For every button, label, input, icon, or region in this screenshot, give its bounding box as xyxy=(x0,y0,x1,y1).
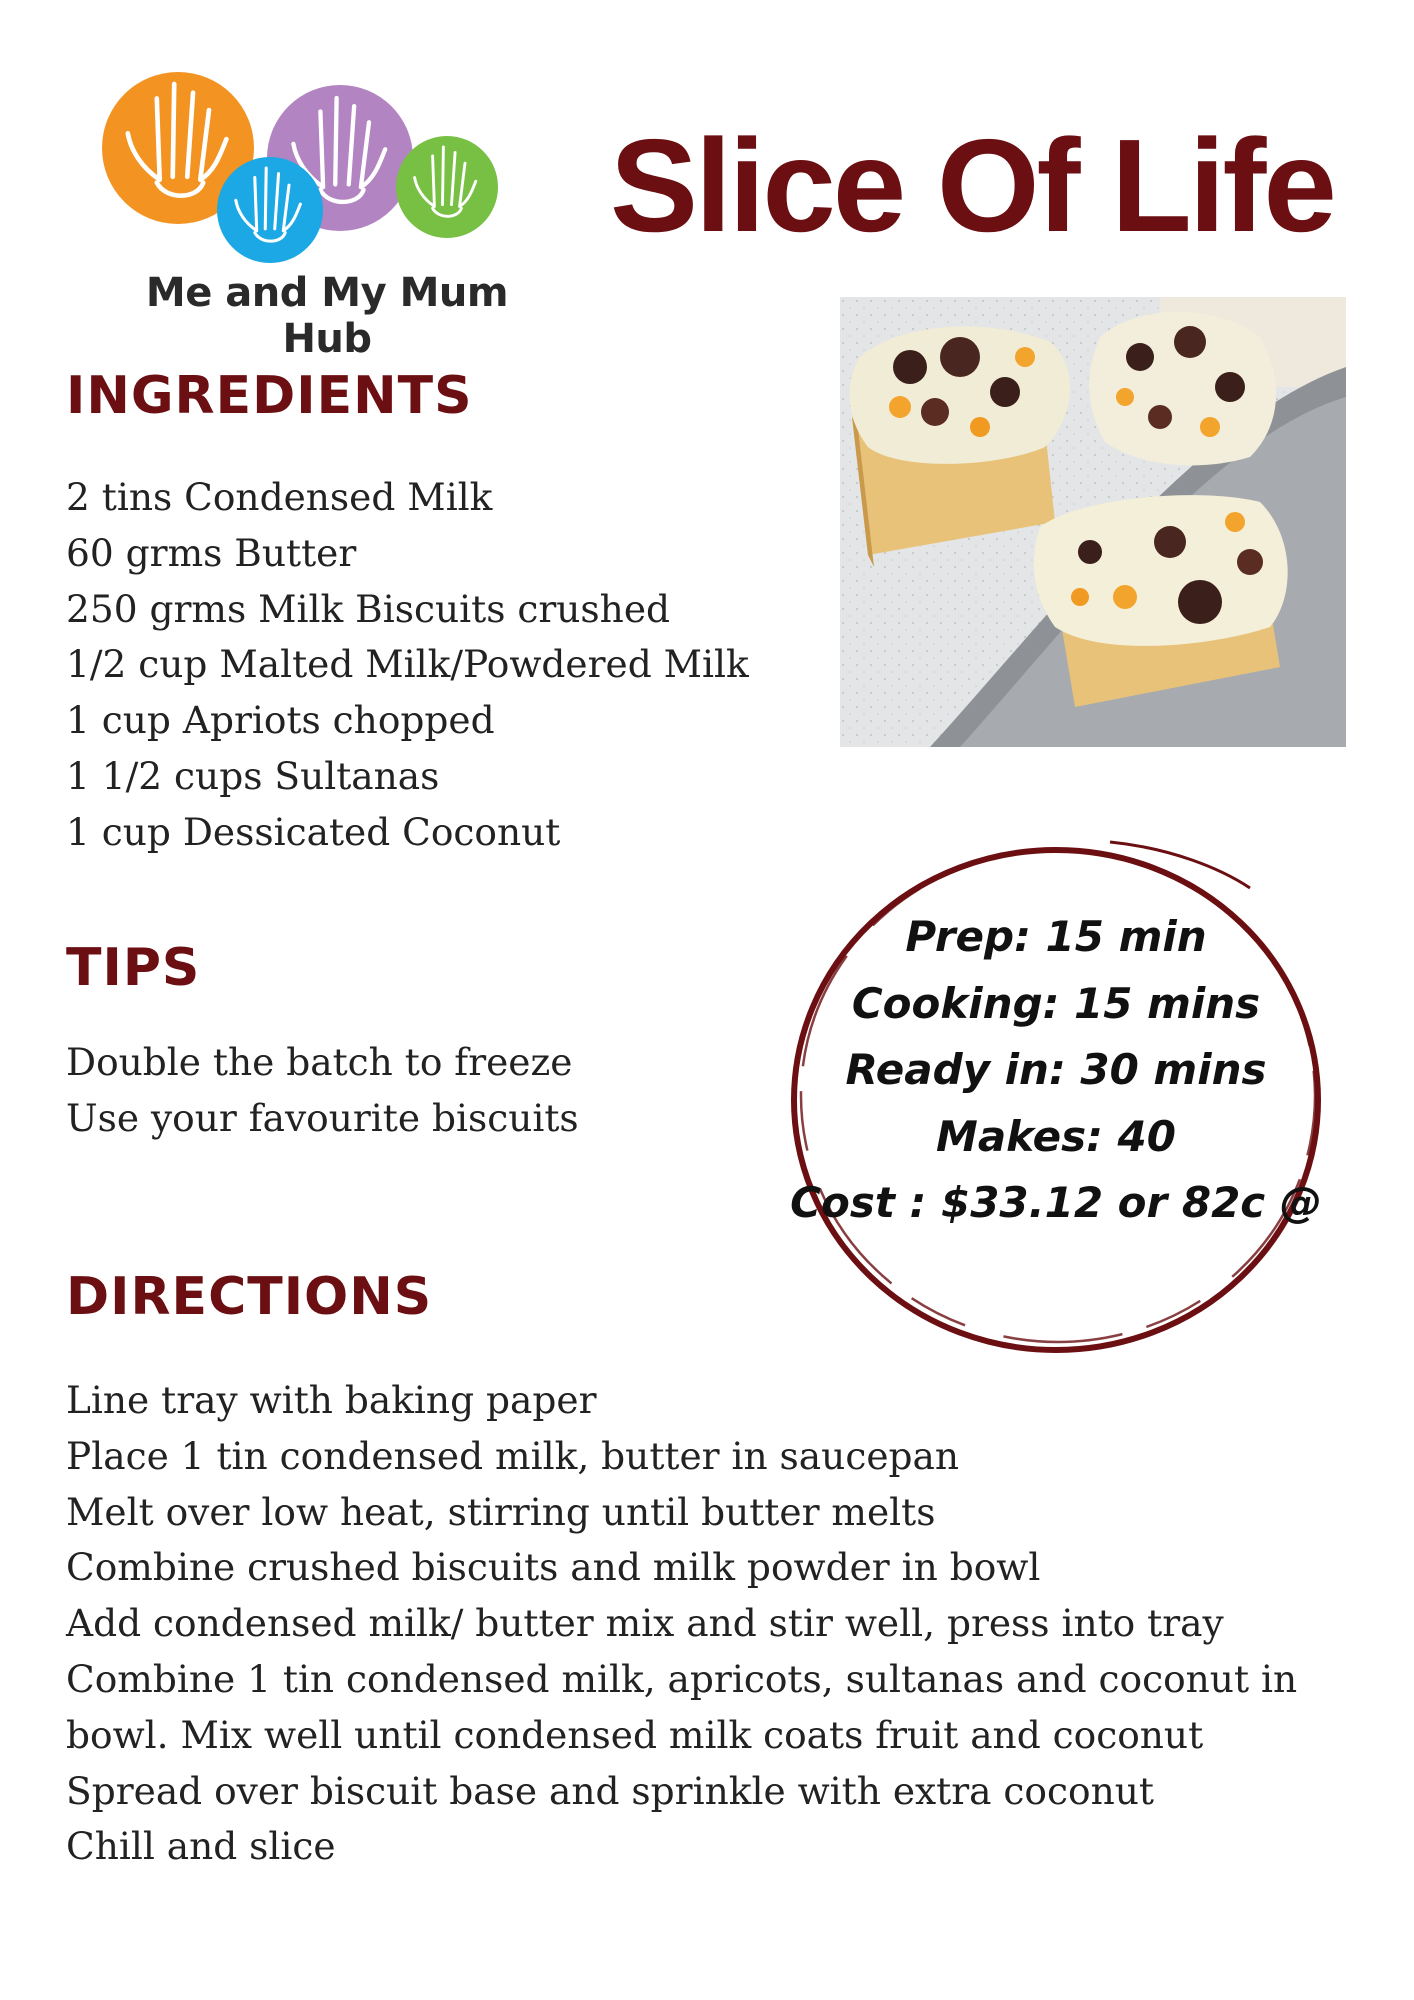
directions-heading: DIRECTIONS xyxy=(66,1267,433,1327)
green-circle xyxy=(396,136,498,238)
direction-step: Place 1 tin condensed milk, butter in saucepan xyxy=(66,1433,960,1478)
tip-item: Use your favourite biscuits xyxy=(66,1095,579,1140)
direction-step: Add condensed milk/ butter mix and stir well, press into tray xyxy=(66,1601,1224,1646)
cost: Cost : $33.12 or 82c @ xyxy=(790,1178,1322,1227)
cooking-time: Cooking: 15 mins xyxy=(851,978,1261,1028)
ingredient-item: 1 cup Dessicated Coconut xyxy=(66,809,561,854)
info-list xyxy=(780,904,1332,1237)
recipe-title: Slice Of Life xyxy=(610,112,1334,259)
ingredients-heading: INGREDIENTS xyxy=(66,366,473,426)
prep-time: Prep: 15 min xyxy=(905,912,1207,961)
ingredient-item: 1/2 cup Malted Milk/Powdered Milk xyxy=(66,642,749,687)
direction-step: Melt over low heat, stirring until butter melts xyxy=(66,1489,936,1534)
ingredient-item: 1 1/2 cups Sultanas xyxy=(66,753,440,798)
ingredient-item: 60 grms Butter xyxy=(66,530,357,575)
direction-step: Chill and slice xyxy=(66,1824,336,1869)
brand-name: Me and My Mum Hub xyxy=(145,270,509,362)
ingredient-item: 1 cup Apriots chopped xyxy=(66,698,495,743)
hands-logo-icon xyxy=(100,70,550,270)
direction-step: bowl. Mix well until condensed milk coats fruit and coconut xyxy=(66,1712,1204,1757)
tip-item: Double the batch to freeze xyxy=(66,1040,573,1084)
makes-count: Makes: 40 xyxy=(936,1111,1176,1161)
direction-step: Combine 1 tin condensed milk, apricots, sultanas and coconut in xyxy=(66,1656,1298,1701)
direction-step: Line tray with baking paper xyxy=(66,1378,597,1422)
direction-step: Combine crushed biscuits and milk powder in bowl xyxy=(66,1545,1041,1590)
ingredient-item: 2 tins Condensed Milk xyxy=(66,475,493,519)
tips-list xyxy=(66,1035,579,1147)
recipe-info-badge xyxy=(780,828,1332,1364)
direction-step: Spread over biscuit base and sprinkle with extra coconut xyxy=(66,1768,1154,1813)
recipe-photo xyxy=(840,297,1346,747)
tips-heading: TIPS xyxy=(66,938,201,998)
brand-logo xyxy=(100,70,550,362)
ingredient-item: 250 grms Milk Biscuits crushed xyxy=(66,586,671,631)
directions-list xyxy=(66,1373,1297,1875)
blue-circle xyxy=(217,157,323,263)
ready-time: Ready in: 30 mins xyxy=(845,1045,1267,1094)
ingredients-list xyxy=(66,470,749,861)
